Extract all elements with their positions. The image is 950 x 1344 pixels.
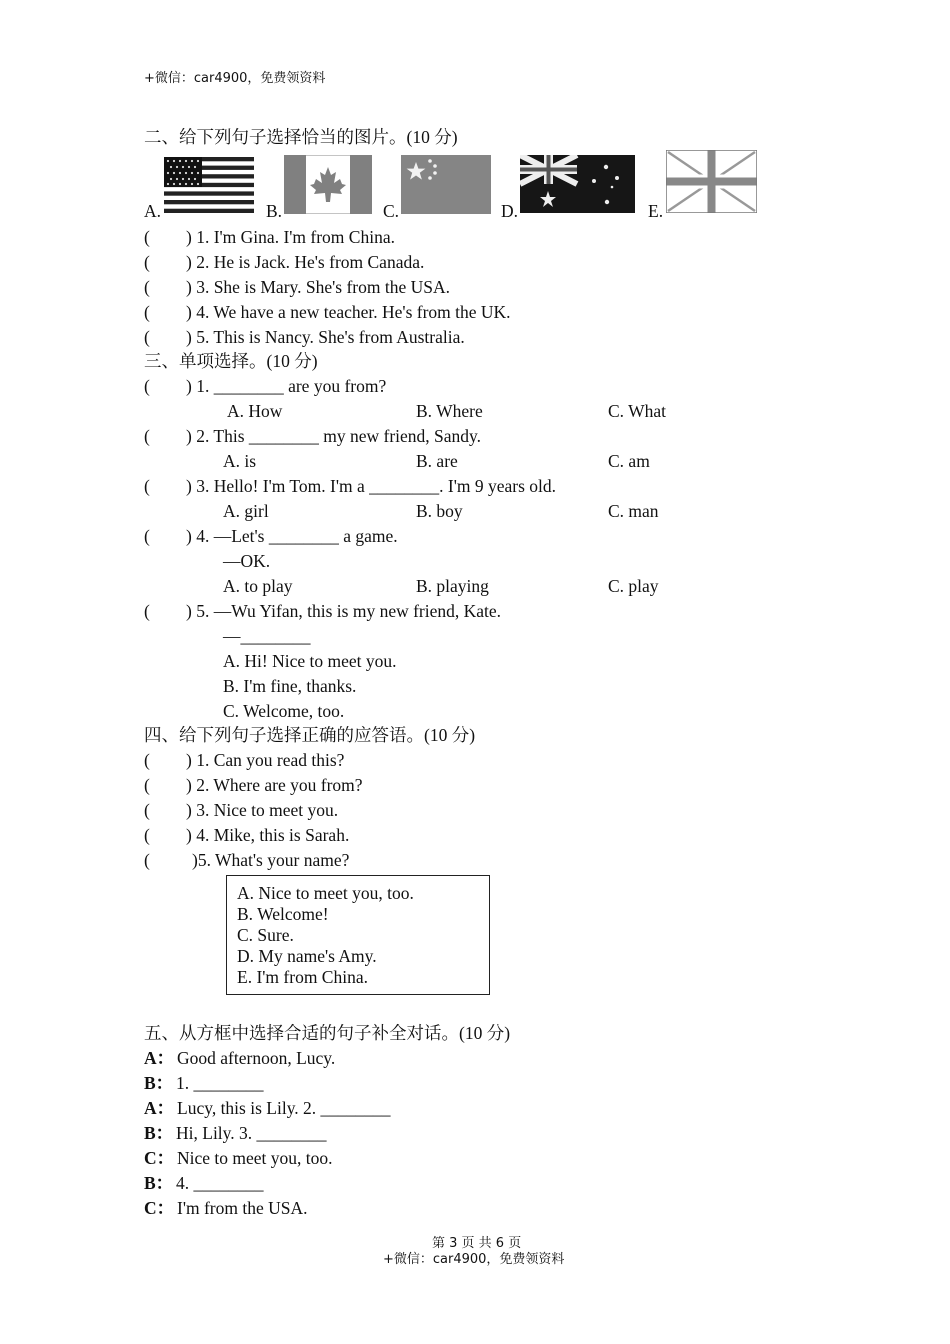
s2-item-1: ) 1. I'm Gina. I'm from China. bbox=[186, 227, 395, 247]
s3-q4-stem: ) 4. —Let's ________ a game. bbox=[186, 526, 398, 546]
s5-speaker-1: A： bbox=[144, 1048, 175, 1068]
s3-q4-option-b: B. playing bbox=[416, 576, 489, 596]
s2-paren-5: ( bbox=[144, 327, 150, 347]
s3-q2-option-b: B. are bbox=[416, 451, 458, 471]
s4-paren-3: ( bbox=[144, 800, 150, 820]
s3-q3-option-c: C. man bbox=[608, 501, 659, 521]
s5-speaker-5: C： bbox=[144, 1148, 175, 1168]
s2-item-2: ) 2. He is Jack. He's from Canada. bbox=[186, 252, 425, 272]
s3-q1-paren: ( bbox=[144, 376, 150, 396]
s3-q5-stem: ) 5. —Wu Yifan, this is my new friend, Kate. bbox=[186, 601, 502, 621]
section4-title: 四、给下列句子选择正确的应答语。(10 分) bbox=[144, 725, 476, 745]
s3-q5-paren: ( bbox=[144, 601, 150, 621]
s3-q1-option-c: C. What bbox=[608, 401, 667, 421]
s3-q2-paren: ( bbox=[144, 426, 150, 446]
canada-flag-icon bbox=[284, 155, 372, 214]
s3-q4-option-a: A. to play bbox=[223, 576, 293, 596]
s3-q5-option-b: B. I'm fine, thanks. bbox=[223, 676, 357, 696]
s5-speaker-2: B： bbox=[144, 1073, 174, 1093]
s3-q3-option-a: A. girl bbox=[223, 501, 269, 521]
s5-line-7: I'm from the USA. bbox=[177, 1198, 308, 1218]
s4-paren-2: ( bbox=[144, 775, 150, 795]
box-option-b: B. Welcome! bbox=[237, 904, 329, 924]
flag-letter-a: A. bbox=[144, 201, 162, 221]
box-option-e: E. I'm from China. bbox=[237, 967, 368, 987]
s5-speaker-4: B： bbox=[144, 1123, 174, 1143]
s5-line-5: Nice to meet you, too. bbox=[177, 1148, 333, 1168]
s3-q1-option-b: B. Where bbox=[416, 401, 483, 421]
uk-flag-icon bbox=[666, 150, 757, 213]
flag-letter-c: C. bbox=[383, 201, 400, 221]
box-option-c: C. Sure. bbox=[237, 925, 294, 945]
s4-item-3: ) 3. Nice to meet you. bbox=[186, 800, 339, 820]
australia-flag-icon bbox=[520, 155, 635, 213]
answer-box bbox=[226, 875, 490, 995]
s4-paren-5: ( bbox=[144, 850, 150, 870]
s5-line-3: Lucy, this is Lily. 2. ________ bbox=[177, 1098, 391, 1118]
s4-item-2: ) 2. Where are you from? bbox=[186, 775, 363, 795]
s2-paren-2: ( bbox=[144, 252, 150, 272]
s3-q2-option-a: A. is bbox=[223, 451, 257, 471]
s2-item-4: ) 4. We have a new teacher. He's from the UK. bbox=[186, 302, 511, 322]
header-note: +微信：car4900，免费领资料 bbox=[144, 71, 326, 86]
section5-title: 五、从方框中选择合适的句子补全对话。(10 分) bbox=[144, 1023, 511, 1043]
s2-item-5: ) 5. This is Nancy. She's from Australia. bbox=[186, 327, 465, 347]
s2-paren-1: ( bbox=[144, 227, 150, 247]
flag-letter-b: B. bbox=[266, 201, 283, 221]
page-number: 第 3 页 共 6 页 bbox=[432, 1236, 522, 1251]
s3-q4-paren: ( bbox=[144, 526, 150, 546]
s5-line-1: Good afternoon, Lucy. bbox=[177, 1048, 336, 1068]
flag-letter-d: D. bbox=[501, 201, 519, 221]
box-option-d: D. My name's Amy. bbox=[237, 946, 377, 966]
s4-item-5: )5. What's your name? bbox=[192, 850, 350, 870]
s3-q3-option-b: B. boy bbox=[416, 501, 463, 521]
s5-line-6: 4. ________ bbox=[176, 1173, 264, 1193]
s3-q1-stem: ) 1. ________ are you from? bbox=[186, 376, 387, 396]
s2-item-3: ) 3. She is Mary. She's from the USA. bbox=[186, 277, 451, 297]
s3-q5-option-a: A. Hi! Nice to meet you. bbox=[223, 651, 397, 671]
s3-q1-option-a: A. How bbox=[227, 401, 283, 421]
s5-line-4: Hi, Lily. 3. ________ bbox=[176, 1123, 327, 1143]
s3-q5-reply: —________ bbox=[223, 626, 311, 646]
s3-q3-stem: ) 3. Hello! I'm Tom. I'm a ________. I'm 9 years old. bbox=[186, 476, 557, 496]
s3-q3-paren: ( bbox=[144, 476, 150, 496]
china-flag-icon bbox=[401, 155, 491, 214]
s2-paren-3: ( bbox=[144, 277, 150, 297]
section2-title: 二、给下列句子选择恰当的图片。(10 分) bbox=[144, 127, 458, 147]
s5-speaker-6: B： bbox=[144, 1173, 174, 1193]
s5-line-2: 1. ________ bbox=[176, 1073, 264, 1093]
s4-paren-1: ( bbox=[144, 750, 150, 770]
s3-q4-option-c: C. play bbox=[608, 576, 659, 596]
s3-q5-option-c: C. Welcome, too. bbox=[223, 701, 345, 721]
s3-q4-reply: —OK. bbox=[223, 551, 271, 571]
s3-q2-option-c: C. am bbox=[608, 451, 650, 471]
s5-speaker-7: C： bbox=[144, 1198, 175, 1218]
s5-speaker-3: A： bbox=[144, 1098, 175, 1118]
s2-paren-4: ( bbox=[144, 302, 150, 322]
usa-flag-icon bbox=[164, 157, 254, 213]
s3-q2-stem: ) 2. This ________ my new friend, Sandy. bbox=[186, 426, 482, 446]
flag-letter-e: E. bbox=[648, 201, 664, 221]
s4-item-1: ) 1. Can you read this? bbox=[186, 750, 345, 770]
box-option-a: A. Nice to meet you, too. bbox=[237, 883, 414, 903]
section3-title: 三、单项选择。(10 分) bbox=[144, 351, 318, 371]
s4-paren-4: ( bbox=[144, 825, 150, 845]
footer-note: +微信：car4900，免费领资料 bbox=[383, 1252, 565, 1267]
s4-item-4: ) 4. Mike, this is Sarah. bbox=[186, 825, 350, 845]
